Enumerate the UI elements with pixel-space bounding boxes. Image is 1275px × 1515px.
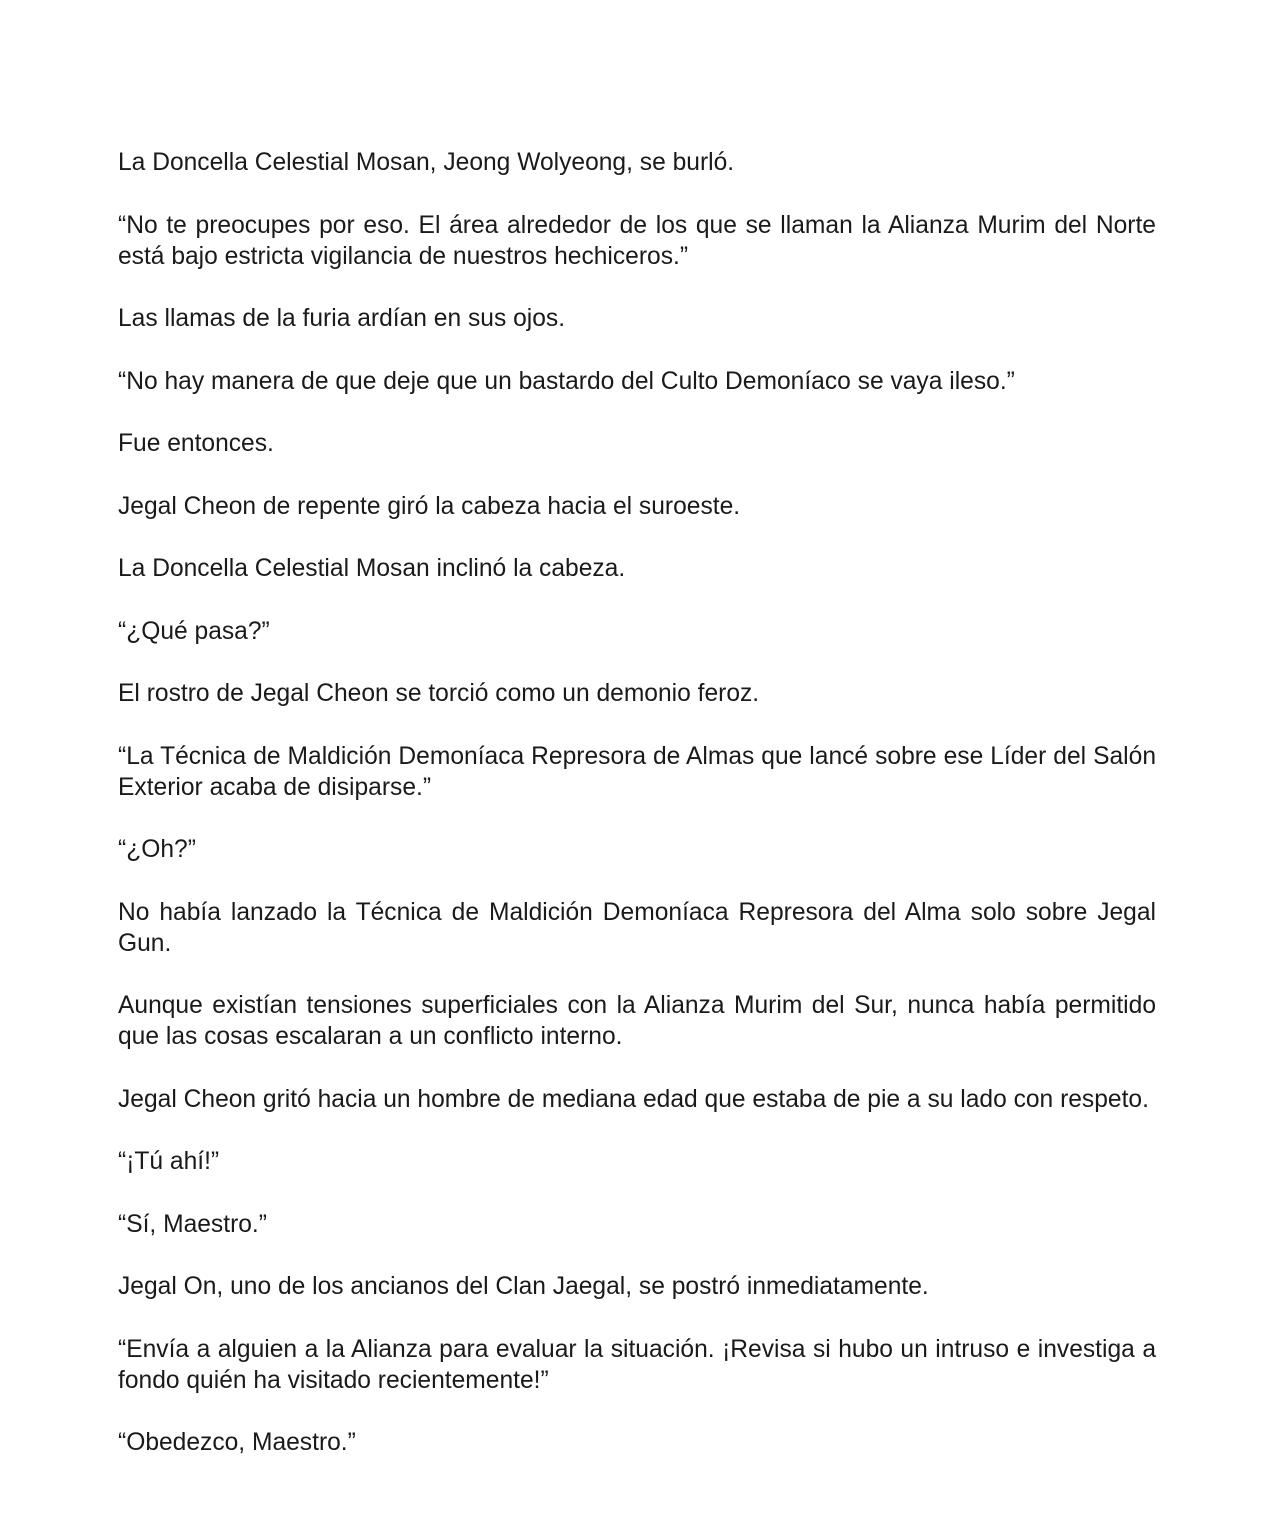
paragraph: La Doncella Celestial Mosan inclinó la cabeza. bbox=[118, 555, 626, 582]
paragraph: Fue entonces. bbox=[118, 430, 274, 457]
paragraph: “¿Oh?” bbox=[118, 836, 196, 863]
document-body bbox=[118, 147, 1156, 1458]
paragraph: “¿Qué pasa?” bbox=[118, 617, 270, 645]
paragraph: “¡Tú ahí!” bbox=[118, 1148, 220, 1175]
paragraph: Jegal Cheon gritó hacia un hombre de mediana edad que estaba de pie a su lado con respeto. bbox=[118, 1085, 1149, 1113]
paragraph: “Envía a alguien a la Alianza para evaluar la situación. ¡Revisa si hubo un intruso e investiga a fondo quién ha visitado recientemente!” bbox=[118, 1335, 1156, 1394]
paragraph: Aunque existían tensiones superficiales con la Alianza Murim del Sur, nunca había permitido que las cosas escalaran a un conflicto interno. bbox=[118, 992, 1156, 1050]
paragraph: “Sí, Maestro.” bbox=[118, 1210, 267, 1238]
paragraph: “No hay manera de que deje que un bastardo del Culto Demoníaco se vaya ileso.” bbox=[118, 367, 1015, 395]
paragraph: “Obedezco, Maestro.” bbox=[118, 1429, 356, 1456]
paragraph: “No te preocupes por eso. El área alrededor de los que se llaman la Alianza Murim del Norte está bajo estricta vigilancia de nuestros hechiceros.” bbox=[118, 211, 1156, 270]
paragraph: Las llamas de la furia ardían en sus ojos. bbox=[118, 305, 566, 332]
paragraph: El rostro de Jegal Cheon se torció como un demonio feroz. bbox=[118, 680, 760, 707]
paragraph: La Doncella Celestial Mosan, Jeong Wolyeong, se burló. bbox=[118, 149, 735, 176]
paragraph: “La Técnica de Maldición Demoníaca Represora de Almas que lancé sobre ese Líder del Salón Exterior acaba de disiparse.” bbox=[118, 742, 1156, 801]
paragraph: No había lanzado la Técnica de Maldición Demoníaca Represora del Alma solo sobre Jegal Gun. bbox=[118, 898, 1156, 957]
paragraph: Jegal On, uno de los ancianos del Clan Jaegal, se postró inmediatamente. bbox=[118, 1273, 929, 1300]
paragraph: Jegal Cheon de repente giró la cabeza hacia el suroeste. bbox=[118, 492, 741, 520]
